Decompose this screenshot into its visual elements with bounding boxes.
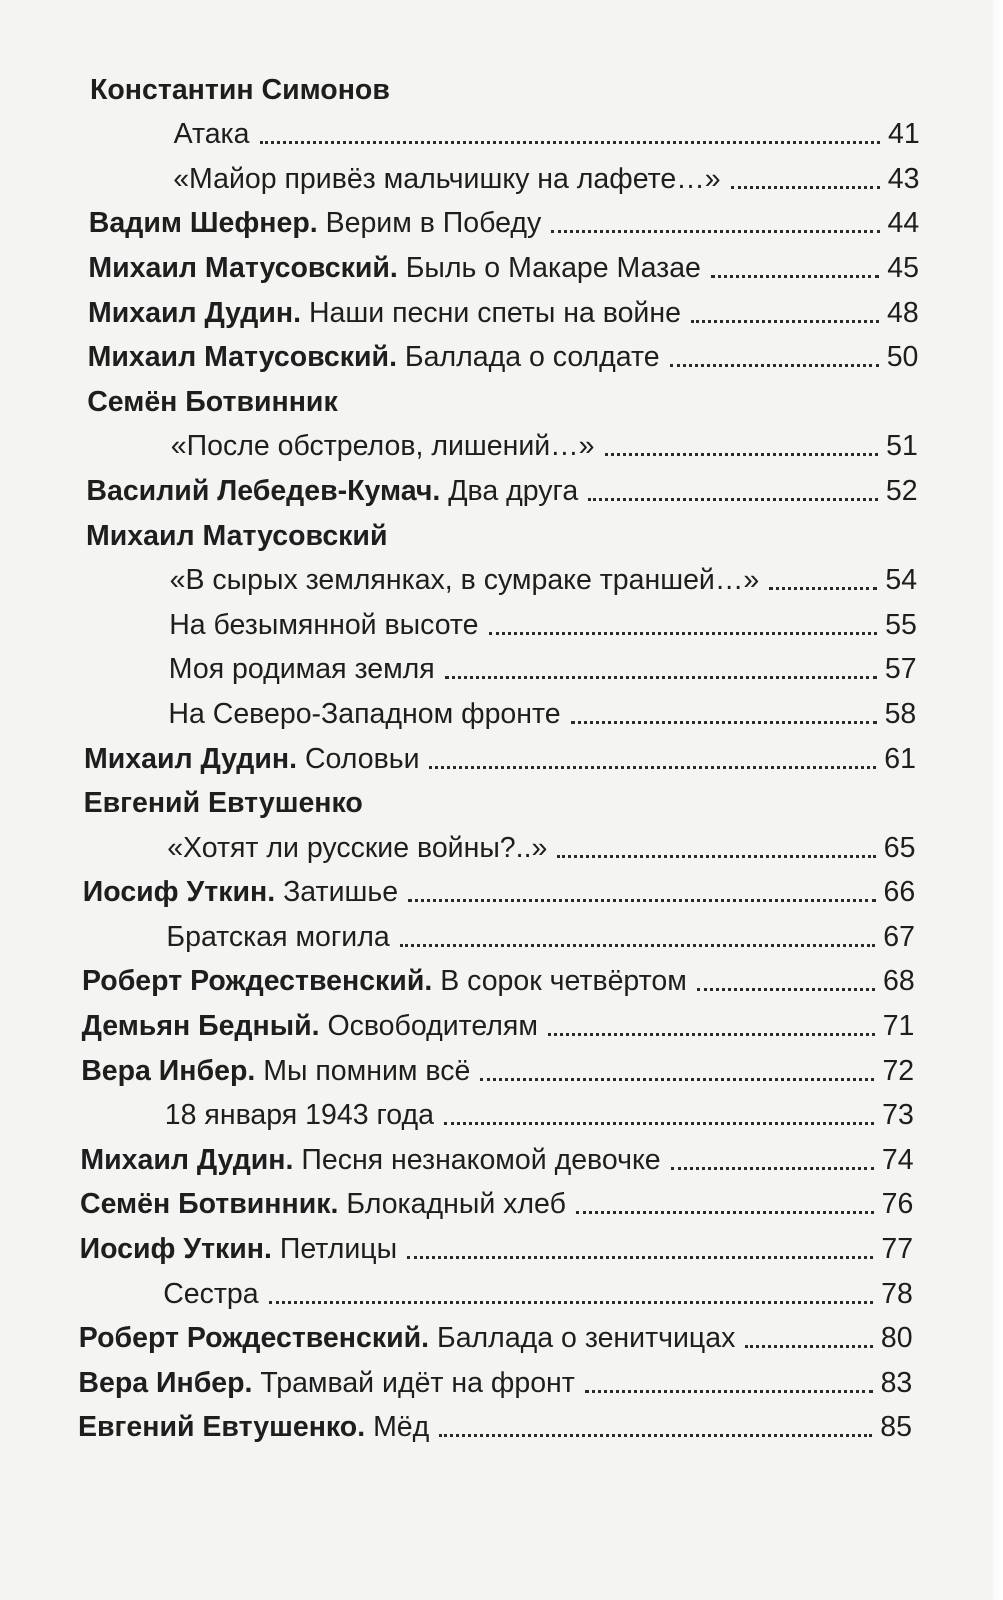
poem-title: Моя родимая земля <box>168 653 435 686</box>
toc-entry <box>0 512 1003 557</box>
entry-text <box>86 474 578 508</box>
page-number: 65 <box>883 831 916 864</box>
dot-leader <box>697 987 875 991</box>
dot-leader <box>408 898 875 902</box>
poem-title: Освободителям <box>327 1010 538 1043</box>
dot-leader <box>269 1300 873 1304</box>
poem-title: Блокадный хлеб <box>346 1188 566 1221</box>
dot-leader <box>400 943 876 947</box>
dot-leader <box>557 854 875 858</box>
page-number: 78 <box>881 1277 913 1310</box>
toc-entry <box>0 869 1003 914</box>
page-number: 72 <box>882 1054 915 1087</box>
table-of-contents <box>0 66 1003 1448</box>
author-name: Константин Симонов <box>90 73 390 106</box>
entry-text <box>90 73 390 107</box>
entry-text <box>83 875 398 909</box>
poem-title: Верим в Победу <box>325 207 542 240</box>
author-name: Василий Лебедев-Кумач. <box>86 474 441 507</box>
entry-text <box>169 608 478 642</box>
dot-leader <box>551 229 879 233</box>
poem-title: Два друга <box>448 474 579 507</box>
toc-entry <box>0 423 1003 468</box>
poem-title: На безымянной высоте <box>169 608 479 641</box>
toc-entry <box>0 1047 1003 1092</box>
author-name: Роберт Рождественский. <box>78 1322 430 1355</box>
poem-title: Баллада о зенитчицах <box>437 1322 736 1355</box>
toc-entry <box>0 1404 1003 1449</box>
author-name: Вадим Шефнер. <box>88 207 318 240</box>
dot-leader <box>691 319 879 323</box>
author-name: Вера Инбер. <box>81 1054 256 1087</box>
poem-title: Соловьи <box>304 742 420 775</box>
entry-text <box>79 1321 736 1355</box>
author-name: Семён Ботвинник. <box>80 1188 339 1221</box>
page-number: 43 <box>887 162 920 195</box>
entry-text <box>163 1277 258 1311</box>
page-number: 68 <box>882 965 915 998</box>
author-name: Вера Инбер. <box>78 1366 253 1399</box>
toc-entry <box>0 646 1003 691</box>
page-number: 71 <box>882 1010 915 1043</box>
dot-leader <box>429 765 876 769</box>
author-name: Евгений Евтушенко <box>83 787 363 820</box>
page-number: 66 <box>883 876 916 909</box>
page-number: 77 <box>881 1233 914 1266</box>
dot-leader <box>745 1344 873 1348</box>
poem-title: Мёд <box>373 1411 430 1444</box>
page-number: 74 <box>881 1143 914 1176</box>
dot-leader <box>407 1255 873 1259</box>
author-name: Михаил Матусовский. <box>88 251 398 284</box>
entry-text <box>84 742 419 776</box>
poem-title: Быль о Макаре Мазае <box>405 251 701 284</box>
toc-entry <box>0 780 1003 825</box>
poem-title: «После обстрелов, лишений…» <box>170 430 595 463</box>
toc-entry <box>0 155 1003 200</box>
entry-text <box>78 1366 574 1400</box>
entry-text <box>173 162 720 196</box>
author-name: Иосиф Уткин. <box>82 876 276 909</box>
author-name: Михаил Матусовский. <box>87 341 397 374</box>
toc-entry <box>0 1315 1003 1360</box>
dot-leader <box>439 1433 872 1437</box>
page-number: 61 <box>884 742 916 775</box>
page-number: 48 <box>886 296 919 329</box>
author-name: Михаил Матусовский <box>86 519 388 552</box>
page-number: 73 <box>882 1099 914 1132</box>
poem-title: Затишье <box>283 876 399 909</box>
entry-text <box>167 831 547 865</box>
toc-entry <box>0 1002 1003 1047</box>
dot-leader <box>731 185 880 189</box>
dot-leader <box>444 1121 874 1125</box>
poem-title: В сорок четвёртом <box>440 965 687 998</box>
toc-entry <box>0 289 1003 334</box>
page-number: 76 <box>881 1188 914 1221</box>
toc-entry <box>0 200 1003 245</box>
entry-text <box>169 652 435 686</box>
dot-leader <box>605 452 879 456</box>
page-edge <box>993 0 1003 1600</box>
toc-entry <box>0 824 1003 869</box>
entry-text <box>86 519 387 553</box>
toc-entry <box>0 1092 1003 1137</box>
toc-entry <box>0 334 1003 379</box>
toc-entry <box>0 557 1003 602</box>
toc-entry <box>0 1225 1003 1270</box>
toc-entry <box>0 601 1003 646</box>
author-name: Роберт Рождественский. <box>82 965 433 998</box>
toc-entry <box>0 1270 1003 1315</box>
poem-title: Петлицы <box>279 1233 398 1266</box>
author-name: Михаил Дудин. <box>80 1143 294 1176</box>
author-name: Семён Ботвинник <box>87 385 338 418</box>
poem-title: Сестра <box>163 1277 259 1310</box>
entry-text <box>84 786 363 820</box>
entry-text <box>88 251 701 285</box>
author-name: Михаил Дудин. <box>88 296 302 329</box>
toc-entry <box>0 467 1003 512</box>
entry-text <box>82 1009 538 1043</box>
toc-entry <box>0 913 1003 958</box>
page-number: 83 <box>880 1366 913 1399</box>
dot-leader <box>576 1210 874 1214</box>
toc-entry <box>0 735 1003 780</box>
entry-text <box>165 1098 434 1132</box>
page-number: 55 <box>885 608 917 641</box>
poem-title: Мы помним всё <box>263 1054 471 1087</box>
toc-entry <box>0 378 1003 423</box>
dot-leader <box>588 497 878 501</box>
toc-entry <box>0 958 1003 1003</box>
toc-entry <box>0 1136 1003 1181</box>
entry-text <box>78 1410 429 1444</box>
dot-leader <box>489 631 878 635</box>
toc-entry <box>0 244 1003 289</box>
toc-entry <box>0 1359 1003 1404</box>
dot-leader <box>571 720 877 724</box>
entry-text <box>80 1143 660 1177</box>
entry-text <box>82 964 687 998</box>
poem-title: «В сырых землянках, в сумраке траншей…» <box>169 564 760 597</box>
entry-text <box>171 429 595 463</box>
dot-leader <box>548 1032 875 1036</box>
poem-title: Братская могила <box>166 920 390 953</box>
author-name: Михаил Дудин. <box>84 742 298 775</box>
dot-leader <box>769 586 877 590</box>
page-number: 45 <box>887 251 919 284</box>
toc-entry <box>0 66 1003 111</box>
page-number: 41 <box>888 118 920 151</box>
entry-text <box>88 340 660 374</box>
entry-text <box>89 206 541 240</box>
page-number: 85 <box>880 1411 912 1444</box>
toc-entry <box>0 111 1003 156</box>
poem-title: Песня незнакомой девочке <box>301 1143 661 1176</box>
poem-title: Наши песни спеты на войне <box>308 296 681 329</box>
entry-text <box>174 117 250 151</box>
dot-leader <box>711 274 879 278</box>
poem-title: «Майор привёз мальчишку на лафете…» <box>173 162 721 195</box>
page-number: 58 <box>884 697 917 730</box>
dot-leader <box>260 140 881 144</box>
page-number: 44 <box>887 207 920 240</box>
author-name: Евгений Евтушенко. <box>78 1411 366 1444</box>
entry-text <box>170 563 760 597</box>
poem-title: На Северо-Западном фронте <box>168 697 561 730</box>
poem-title: Трамвай идёт на фронт <box>260 1366 575 1399</box>
poem-title: «Хотят ли русские войны?..» <box>167 831 548 864</box>
page-number: 51 <box>886 430 918 463</box>
entry-text <box>80 1232 397 1266</box>
author-name: Иосиф Уткин. <box>79 1233 272 1266</box>
page-number: 67 <box>883 920 915 953</box>
page-number: 52 <box>885 474 918 507</box>
dot-leader <box>445 675 877 679</box>
entry-text <box>88 296 681 330</box>
page-number: 80 <box>880 1322 913 1355</box>
page-number: 57 <box>884 653 917 686</box>
poem-title: Баллада о солдате <box>404 341 660 374</box>
toc-entry <box>0 1181 1003 1226</box>
page-number: 50 <box>886 341 919 374</box>
dot-leader <box>671 1166 874 1170</box>
dot-leader <box>585 1389 873 1393</box>
entry-text <box>80 1187 566 1221</box>
page-number: 54 <box>885 564 918 597</box>
dot-leader <box>670 363 879 367</box>
entry-text <box>81 1054 470 1088</box>
poem-title: 18 января 1943 года <box>164 1099 434 1132</box>
dot-leader <box>480 1077 874 1081</box>
entry-text <box>87 385 338 419</box>
entry-text <box>168 697 560 731</box>
toc-entry <box>0 690 1003 735</box>
author-name: Демьян Бедный. <box>81 1010 320 1043</box>
entry-text <box>166 920 389 954</box>
poem-title: Атака <box>173 118 250 151</box>
